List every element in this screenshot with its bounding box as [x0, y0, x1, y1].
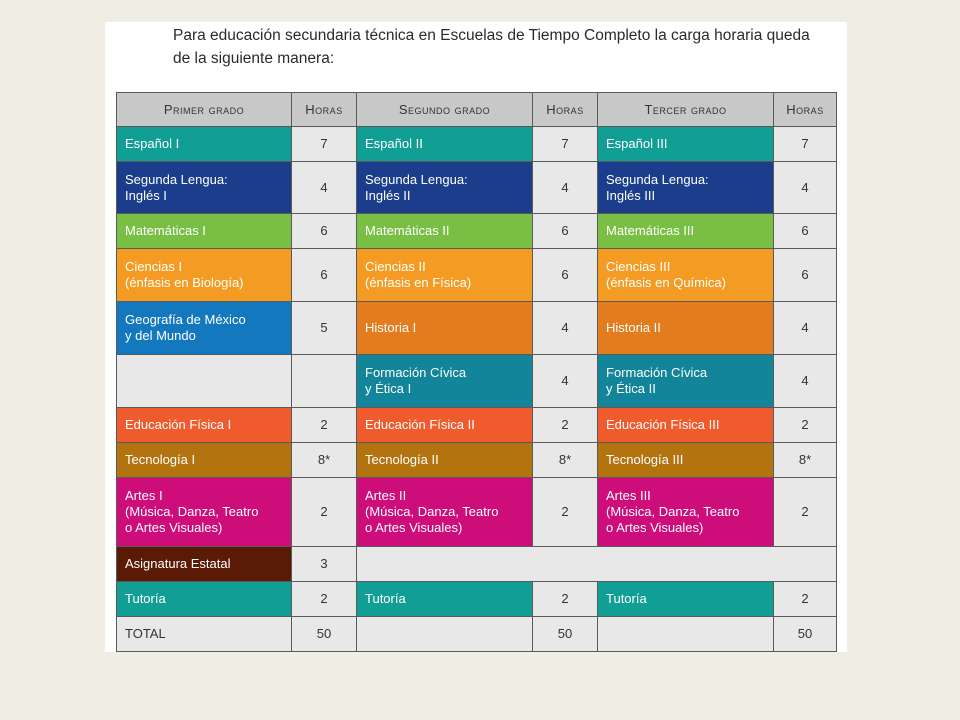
subject-cell: Matemáticas II — [357, 214, 533, 249]
subject-cell: Historia I — [357, 302, 533, 355]
header-row — [117, 93, 837, 127]
header-first-grade: Primer grado — [117, 93, 292, 127]
hours-cell: 2 — [774, 478, 837, 547]
hours-cell: 4 — [533, 302, 598, 355]
subject-cell: Español II — [357, 127, 533, 162]
empty-cell — [117, 355, 292, 408]
hours-cell: 4 — [774, 355, 837, 408]
total-row — [117, 617, 837, 652]
hours-cell: 6 — [533, 214, 598, 249]
hours-cell: 4 — [292, 162, 357, 214]
intro-paragraph: Para educación secundaria técnica en Escuelas de Tiempo Completo la carga horaria queda de la siguiente manera: — [173, 27, 810, 67]
subject-cell: Tutoría — [357, 582, 533, 617]
hours-cell: 2 — [292, 478, 357, 547]
subject-cell: Tecnología II — [357, 443, 533, 478]
table-row — [117, 582, 837, 617]
hours-cell: 7 — [774, 127, 837, 162]
table-row — [117, 127, 837, 162]
subject-cell: Asignatura Estatal — [117, 547, 292, 582]
subject-cell: Educación Física II — [357, 408, 533, 443]
subject-cell: Tecnología III — [598, 443, 774, 478]
hours-cell: 5 — [292, 302, 357, 355]
total-hours: 50 — [292, 617, 357, 652]
header-hours: Horas — [292, 93, 357, 127]
total-hours: 50 — [774, 617, 837, 652]
hours-cell: 8* — [774, 443, 837, 478]
subject-cell: Tutoría — [598, 582, 774, 617]
hours-cell: 2 — [292, 582, 357, 617]
hours-cell — [292, 355, 357, 408]
total-hours: 50 — [533, 617, 598, 652]
hours-cell: 7 — [292, 127, 357, 162]
header-hours: Horas — [533, 93, 598, 127]
table-row — [117, 355, 837, 408]
table-row — [117, 408, 837, 443]
table-row — [117, 249, 837, 302]
header-hours: Horas — [774, 93, 837, 127]
table-row — [117, 302, 837, 355]
total-label: TOTAL — [117, 617, 292, 652]
subject-cell: Tecnología I — [117, 443, 292, 478]
subject-cell: Formación Cívica y Ética I — [357, 355, 533, 408]
empty-cell — [357, 617, 533, 652]
hours-cell: 2 — [292, 408, 357, 443]
header-second-grade: Segundo grado — [357, 93, 533, 127]
subject-cell: Educación Física I — [117, 408, 292, 443]
hours-cell: 2 — [774, 408, 837, 443]
hours-cell: 6 — [533, 249, 598, 302]
hours-cell: 4 — [774, 162, 837, 214]
header-third-grade: Tercer grado — [598, 93, 774, 127]
empty-cell — [357, 547, 837, 582]
hours-cell: 6 — [774, 214, 837, 249]
empty-cell — [598, 617, 774, 652]
document-page — [105, 22, 847, 652]
subject-cell: Segunda Lengua: Inglés I — [117, 162, 292, 214]
table-row — [117, 478, 837, 547]
hours-cell: 4 — [533, 162, 598, 214]
subject-cell: Segunda Lengua: Inglés III — [598, 162, 774, 214]
hours-cell: 2 — [774, 582, 837, 617]
hours-cell: 2 — [533, 582, 598, 617]
subject-cell: Ciencias III (énfasis en Química) — [598, 249, 774, 302]
subject-cell: Artes I (Música, Danza, Teatro o Artes Visuales) — [117, 478, 292, 547]
table-row — [117, 547, 837, 582]
subject-cell: Ciencias II (énfasis en Física) — [357, 249, 533, 302]
table-row — [117, 162, 837, 214]
hours-cell: 7 — [533, 127, 598, 162]
subject-cell: Educación Física III — [598, 408, 774, 443]
hours-cell: 3 — [292, 547, 357, 582]
hours-cell: 8* — [292, 443, 357, 478]
schedule-table — [116, 92, 837, 652]
subject-cell: Formación Cívica y Ética II — [598, 355, 774, 408]
hours-cell: 6 — [292, 249, 357, 302]
subject-cell: Ciencias I (énfasis en Biología) — [117, 249, 292, 302]
subject-cell: Geografía de México y del Mundo — [117, 302, 292, 355]
hours-cell: 4 — [774, 302, 837, 355]
subject-cell: Segunda Lengua: Inglés II — [357, 162, 533, 214]
subject-cell: Español III — [598, 127, 774, 162]
hours-cell: 4 — [533, 355, 598, 408]
subject-cell: Historia II — [598, 302, 774, 355]
subject-cell: Tutoría — [117, 582, 292, 617]
hours-cell: 6 — [292, 214, 357, 249]
hours-cell: 2 — [533, 408, 598, 443]
hours-cell: 6 — [774, 249, 837, 302]
hours-cell: 2 — [533, 478, 598, 547]
hours-cell: 8* — [533, 443, 598, 478]
subject-cell: Artes II (Música, Danza, Teatro o Artes Visuales) — [357, 478, 533, 547]
subject-cell: Matemáticas III — [598, 214, 774, 249]
table-row — [117, 214, 837, 249]
subject-cell: Artes III (Música, Danza, Teatro o Artes Visuales) — [598, 478, 774, 547]
table-row — [117, 443, 837, 478]
subject-cell: Matemáticas I — [117, 214, 292, 249]
subject-cell: Español I — [117, 127, 292, 162]
